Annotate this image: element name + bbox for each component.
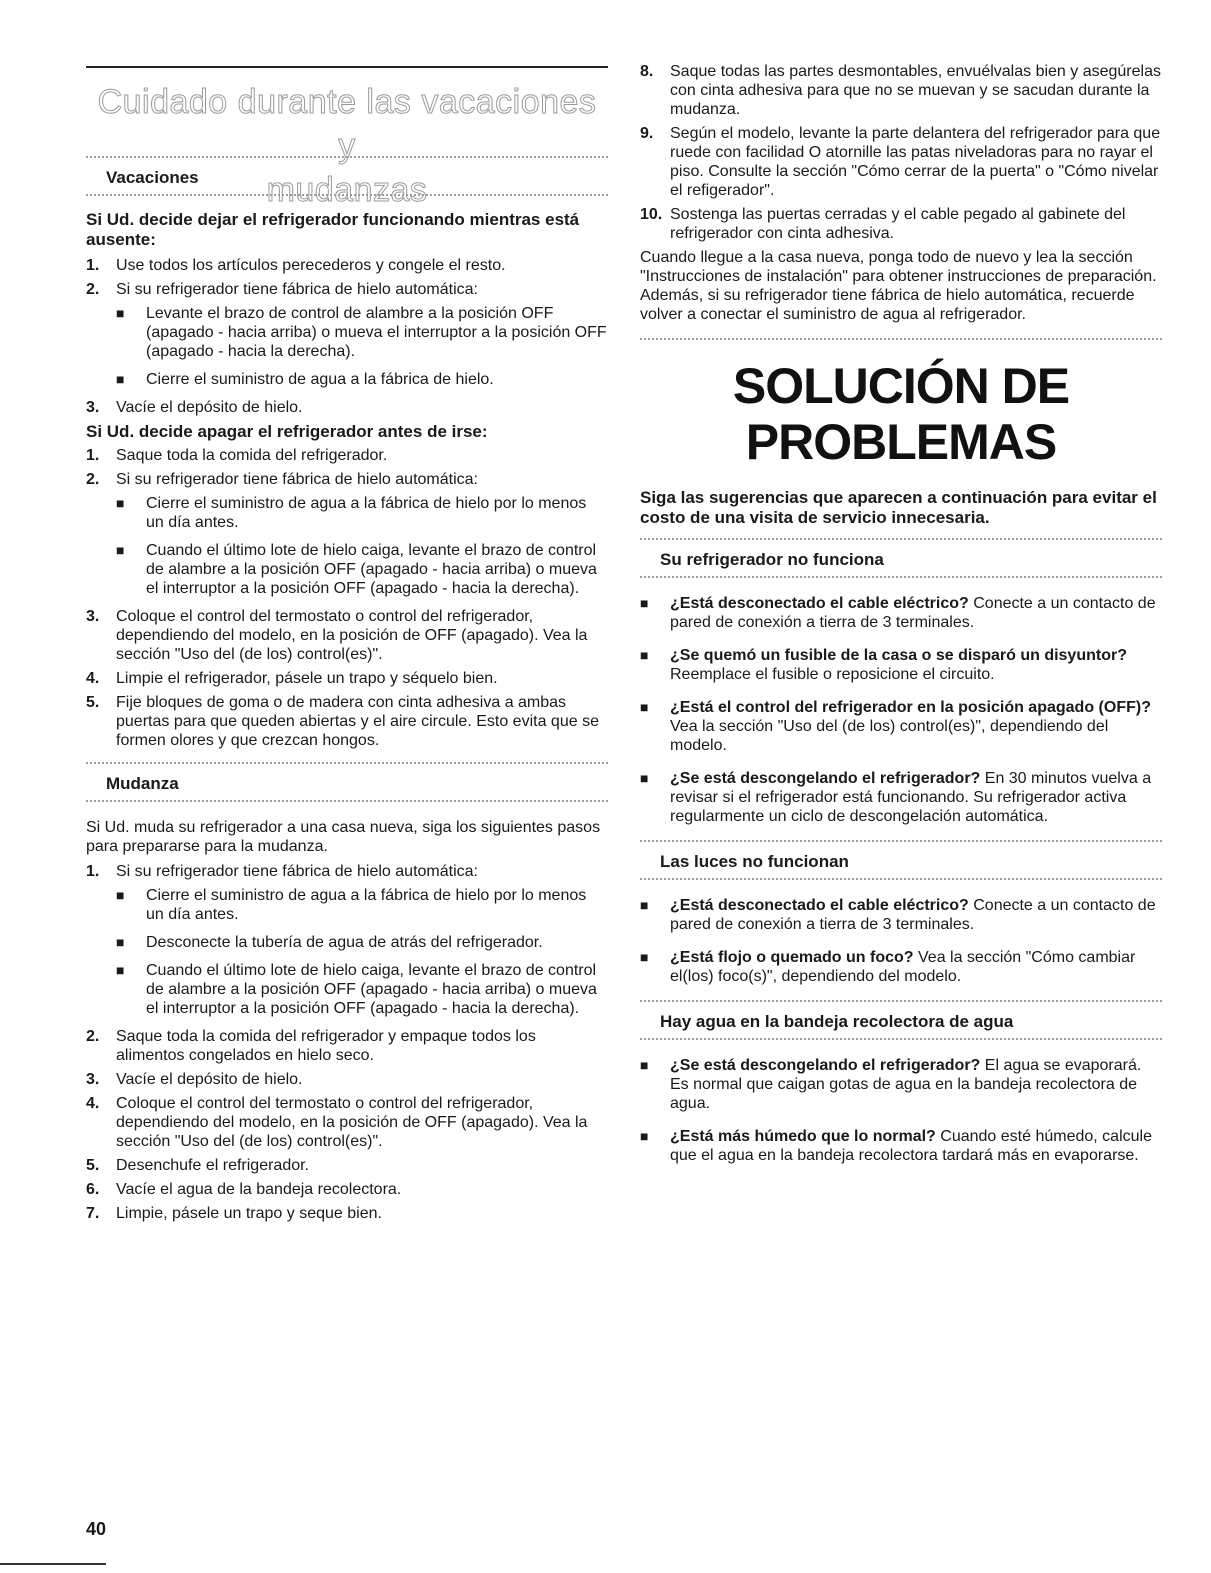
troubleshooting-intro: Siga las sugerencias que aparecen a continuación para evitar el costo de una visita de servicio innecesaria. (640, 488, 1157, 527)
list-item: 1. Saque toda la comida del refrigerador. (86, 447, 388, 464)
checklist-lights (640, 896, 1162, 986)
checklist-water-tray (640, 1056, 1162, 1165)
list-item: 3. Vacíe el depósito de hielo. (86, 1071, 303, 1088)
list-item: 10. Sostenga las puertas cerradas y el cable pegado al gabinete del refrigerador con cinta adhesiva. (640, 206, 1126, 242)
divider (640, 338, 1162, 340)
divider (86, 194, 608, 196)
divider (640, 878, 1162, 880)
mudanza-steps (86, 862, 608, 1223)
mudanza-intro: Si Ud. muda su refrigerador a una casa nueva, siga los siguientes pasos para prepararse para la mudanza. (86, 819, 601, 855)
troubleshooting-title-line-1: SOLUCIÓN DE (732, 358, 1070, 414)
divider (640, 1000, 1162, 1002)
list-item: ■ ¿Está el control del refrigerador en la posición apagado (OFF)? Vea la sección "Uso del (de los) control(es)", dependiendo del modelo. (640, 699, 1151, 754)
list-item: 7. Limpie, pásele un trapo y seque bien. (86, 1205, 382, 1222)
square-bullet-icon: ■ (116, 962, 125, 978)
square-bullet-icon: ■ (640, 595, 649, 611)
divider (640, 1038, 1162, 1040)
square-bullet-icon: ■ (116, 934, 125, 950)
list-item: 4. Coloque el control del termostato o control del refrigerador, dependiendo del modelo, en la posición de OFF (apagado). Vea la sección "Uso del (de los) control(es)". (86, 1095, 588, 1150)
vacaciones-steps-1 (86, 256, 608, 417)
square-bullet-icon: ■ (116, 542, 125, 558)
list-item: 2. Saque toda la comida del refrigerador y empaque todos los alimentos congelados en hielo seco. (86, 1028, 536, 1064)
list-item: ■ ¿Se está descongelando el refrigerador? En 30 minutos vuelva a revisar si el refrigerador está funcionando. Su refrigerador activa regularmente un ciclo de descongelación automática. (640, 770, 1152, 825)
list-item: ■ ¿Está más húmedo que lo normal? Cuando esté húmedo, calcule que el agua en la bandeja recolectora tardará más en evaporarse. (640, 1128, 1152, 1164)
square-bullet-icon: ■ (640, 897, 649, 913)
list-item: 3. Coloque el control del termostato o control del refrigerador, dependiendo del modelo, en la posición de OFF (apagado). Vea la sección "Uso del (de los) control(es)". (86, 608, 588, 663)
section-title-line-2: mudanzas (266, 171, 428, 209)
list-item: 5. Fije bloques de goma o de madera con cinta adhesiva a ambas puertas para que queden abiertas y el aire circule. Esto evita que se formen olores y que crezcan hongos. (86, 694, 599, 749)
list-item: ■ Desconecte la tubería de agua de atrás del refrigerador. (116, 934, 543, 951)
square-bullet-icon: ■ (640, 949, 649, 965)
vacaciones-heading: Vacaciones (106, 168, 199, 187)
vacaciones-lead-1: Si Ud. decide dejar el refrigerador funcionando mientras está ausente: (86, 210, 580, 249)
list-item: ■ ¿Está desconectado el cable eléctrico? Conecte a un contacto de pared de conexión a tierra de 3 terminales. (640, 897, 1156, 933)
list-item: 8. Saque todas las partes desmontables, envuélvalas bien y asegúrelas con cinta adhesiva para que no se muevan y se sacudan durante la mudanza. (640, 63, 1161, 118)
bullet-list (116, 886, 608, 1018)
list-item: 4. Limpie el refrigerador, pásele un trapo y séquelo bien. (86, 670, 498, 687)
square-bullet-icon: ■ (116, 495, 125, 511)
square-bullet-icon: ■ (640, 699, 649, 715)
left-column (86, 156, 608, 1228)
top-rule (86, 66, 608, 68)
vacaciones-steps-2 (86, 446, 608, 750)
section-heading-lights: Las luces no funcionan (660, 852, 849, 871)
list-item: 2. Si su refrigerador tiene fábrica de hielo automática: ■ Cierre el suministro de agua a la fábrica de hielo por lo menos un día antes. ■ Cuando el último lote de hielo caiga, levante el brazo de control de alambre a la posición OFF (apagado - hacia arriba) o mueva el interruptor a la posición OFF (apagado - hacia la derecha). (86, 470, 608, 598)
list-item: 9. Según el modelo, levante la parte delantera del refrigerador para que ruede con facilidad O atornille las patas niveladoras para no rayar el piso. Consulte la sección "Cómo cerrar de la puerta" o "Cómo nivelar el refigerador". (640, 125, 1161, 199)
list-item: 3. Vacíe el depósito de hielo. (86, 399, 303, 416)
list-item: ■ Cuando el último lote de hielo caiga, levante el brazo de control de alambre a la posición OFF (apagado - hacia arriba) o mueva el interruptor a la posición OFF (apagado - hacia la derecha). (116, 962, 597, 1017)
section-title-line-1: Cuidado durante las vacaciones y (97, 83, 597, 165)
list-item: ■ ¿Está desconectado el cable eléctrico? Conecte a un contacto de pared de conexión a tierra de 3 terminales. (640, 595, 1156, 631)
bullet-list (116, 304, 608, 389)
list-item: ■ Cierre el suministro de agua a la fábrica de hielo por lo menos un día antes. (116, 887, 587, 923)
list-item: ■ Cuando el último lote de hielo caiga, levante el brazo de control de alambre a la posición OFF (apagado - hacia arriba) o mueva el interruptor a la posición OFF (apagado - hacia la derecha). (116, 542, 597, 597)
list-item: 1. Use todos los artículos perecederos y congele el resto. (86, 257, 506, 274)
list-item: ■ Cierre el suministro de agua a la fábrica de hielo. (116, 371, 494, 388)
list-item: 1. Si su refrigerador tiene fábrica de hielo automática: ■ Cierre el suministro de agua a la fábrica de hielo por lo menos un día antes. ■ Desconecte la tubería de agua de atrás del refrigerador. ■ Cuando el último lote de hielo caiga, levante el brazo de control de alambre a la posición OFF (apagado - hacia arriba) o mueva el interruptor a la posición OFF (apagado - hacia la derecha). (86, 862, 608, 1018)
divider (86, 800, 608, 802)
divider (640, 576, 1162, 578)
square-bullet-icon: ■ (116, 371, 125, 387)
list-item: ■ Cierre el suministro de agua a la fábrica de hielo por lo menos un día antes. (116, 495, 587, 531)
square-bullet-icon: ■ (640, 1057, 649, 1073)
divider (640, 840, 1162, 842)
section-heading-not-working: Su refrigerador no funciona (660, 550, 884, 569)
list-item: ■ ¿Se está descongelando el refrigerador? El agua se evaporará. Es normal que caigan gotas de agua en la bandeja recolectora de agua. (640, 1057, 1142, 1112)
list-item: ■ ¿Está flojo o quemado un foco? Vea la sección "Cómo cambiar el(los) foco(s)", dependiendo del modelo. (640, 949, 1136, 985)
troubleshooting-title (640, 358, 1162, 470)
square-bullet-icon: ■ (116, 887, 125, 903)
divider (640, 538, 1162, 540)
checklist-not-working (640, 594, 1162, 826)
section-heading-water-tray: Hay agua en la bandeja recolectora de agua (660, 1012, 1014, 1031)
list-item: ■ Levante el brazo de control de alambre a la posición OFF (apagado - hacia arriba) o mueva el interruptor a la posición OFF (apagado - hacia la derecha). (116, 305, 607, 360)
closing-paragraph: Cuando llegue a la casa nueva, ponga todo de nuevo y lea la sección "Instrucciones de instalación" para obtener instrucciones de preparación. Además, si su refrigerador tiene fábrica de hielo automática, recuerde volver a conectar el suministro de agua al refrigerador. (640, 249, 1157, 323)
divider (86, 762, 608, 764)
vacaciones-lead-2: Si Ud. decide apagar el refrigerador antes de irse: (86, 422, 488, 441)
mudanza-steps-continued (640, 62, 1162, 243)
square-bullet-icon: ■ (640, 770, 649, 786)
mudanza-heading: Mudanza (106, 774, 179, 793)
list-item: 2. Si su refrigerador tiene fábrica de hielo automática: ■ Levante el brazo de control de alambre a la posición OFF (apagado - hacia arriba) o mueva el interruptor a la posición OFF (apagado - hacia la derecha). ■ Cierre el suministro de agua a la fábrica de hielo. (86, 281, 607, 388)
list-item: ■ ¿Se quemó un fusible de la casa o se disparó un disyuntor? Reemplace el fusible o reposicione el circuito. (640, 647, 1127, 683)
footer-rule (0, 1563, 106, 1565)
list-item: 5. Desenchufe el refrigerador. (86, 1157, 309, 1174)
page-number: 40 (86, 1519, 107, 1539)
square-bullet-icon: ■ (640, 1128, 649, 1144)
square-bullet-icon: ■ (116, 305, 125, 321)
bullet-list (116, 494, 608, 598)
troubleshooting-title-line-2: PROBLEMAS (745, 414, 1057, 470)
list-item: 6. Vacíe el agua de la bandeja recolectora. (86, 1181, 402, 1198)
right-column (640, 62, 1162, 1179)
square-bullet-icon: ■ (640, 647, 649, 663)
divider (86, 156, 608, 158)
